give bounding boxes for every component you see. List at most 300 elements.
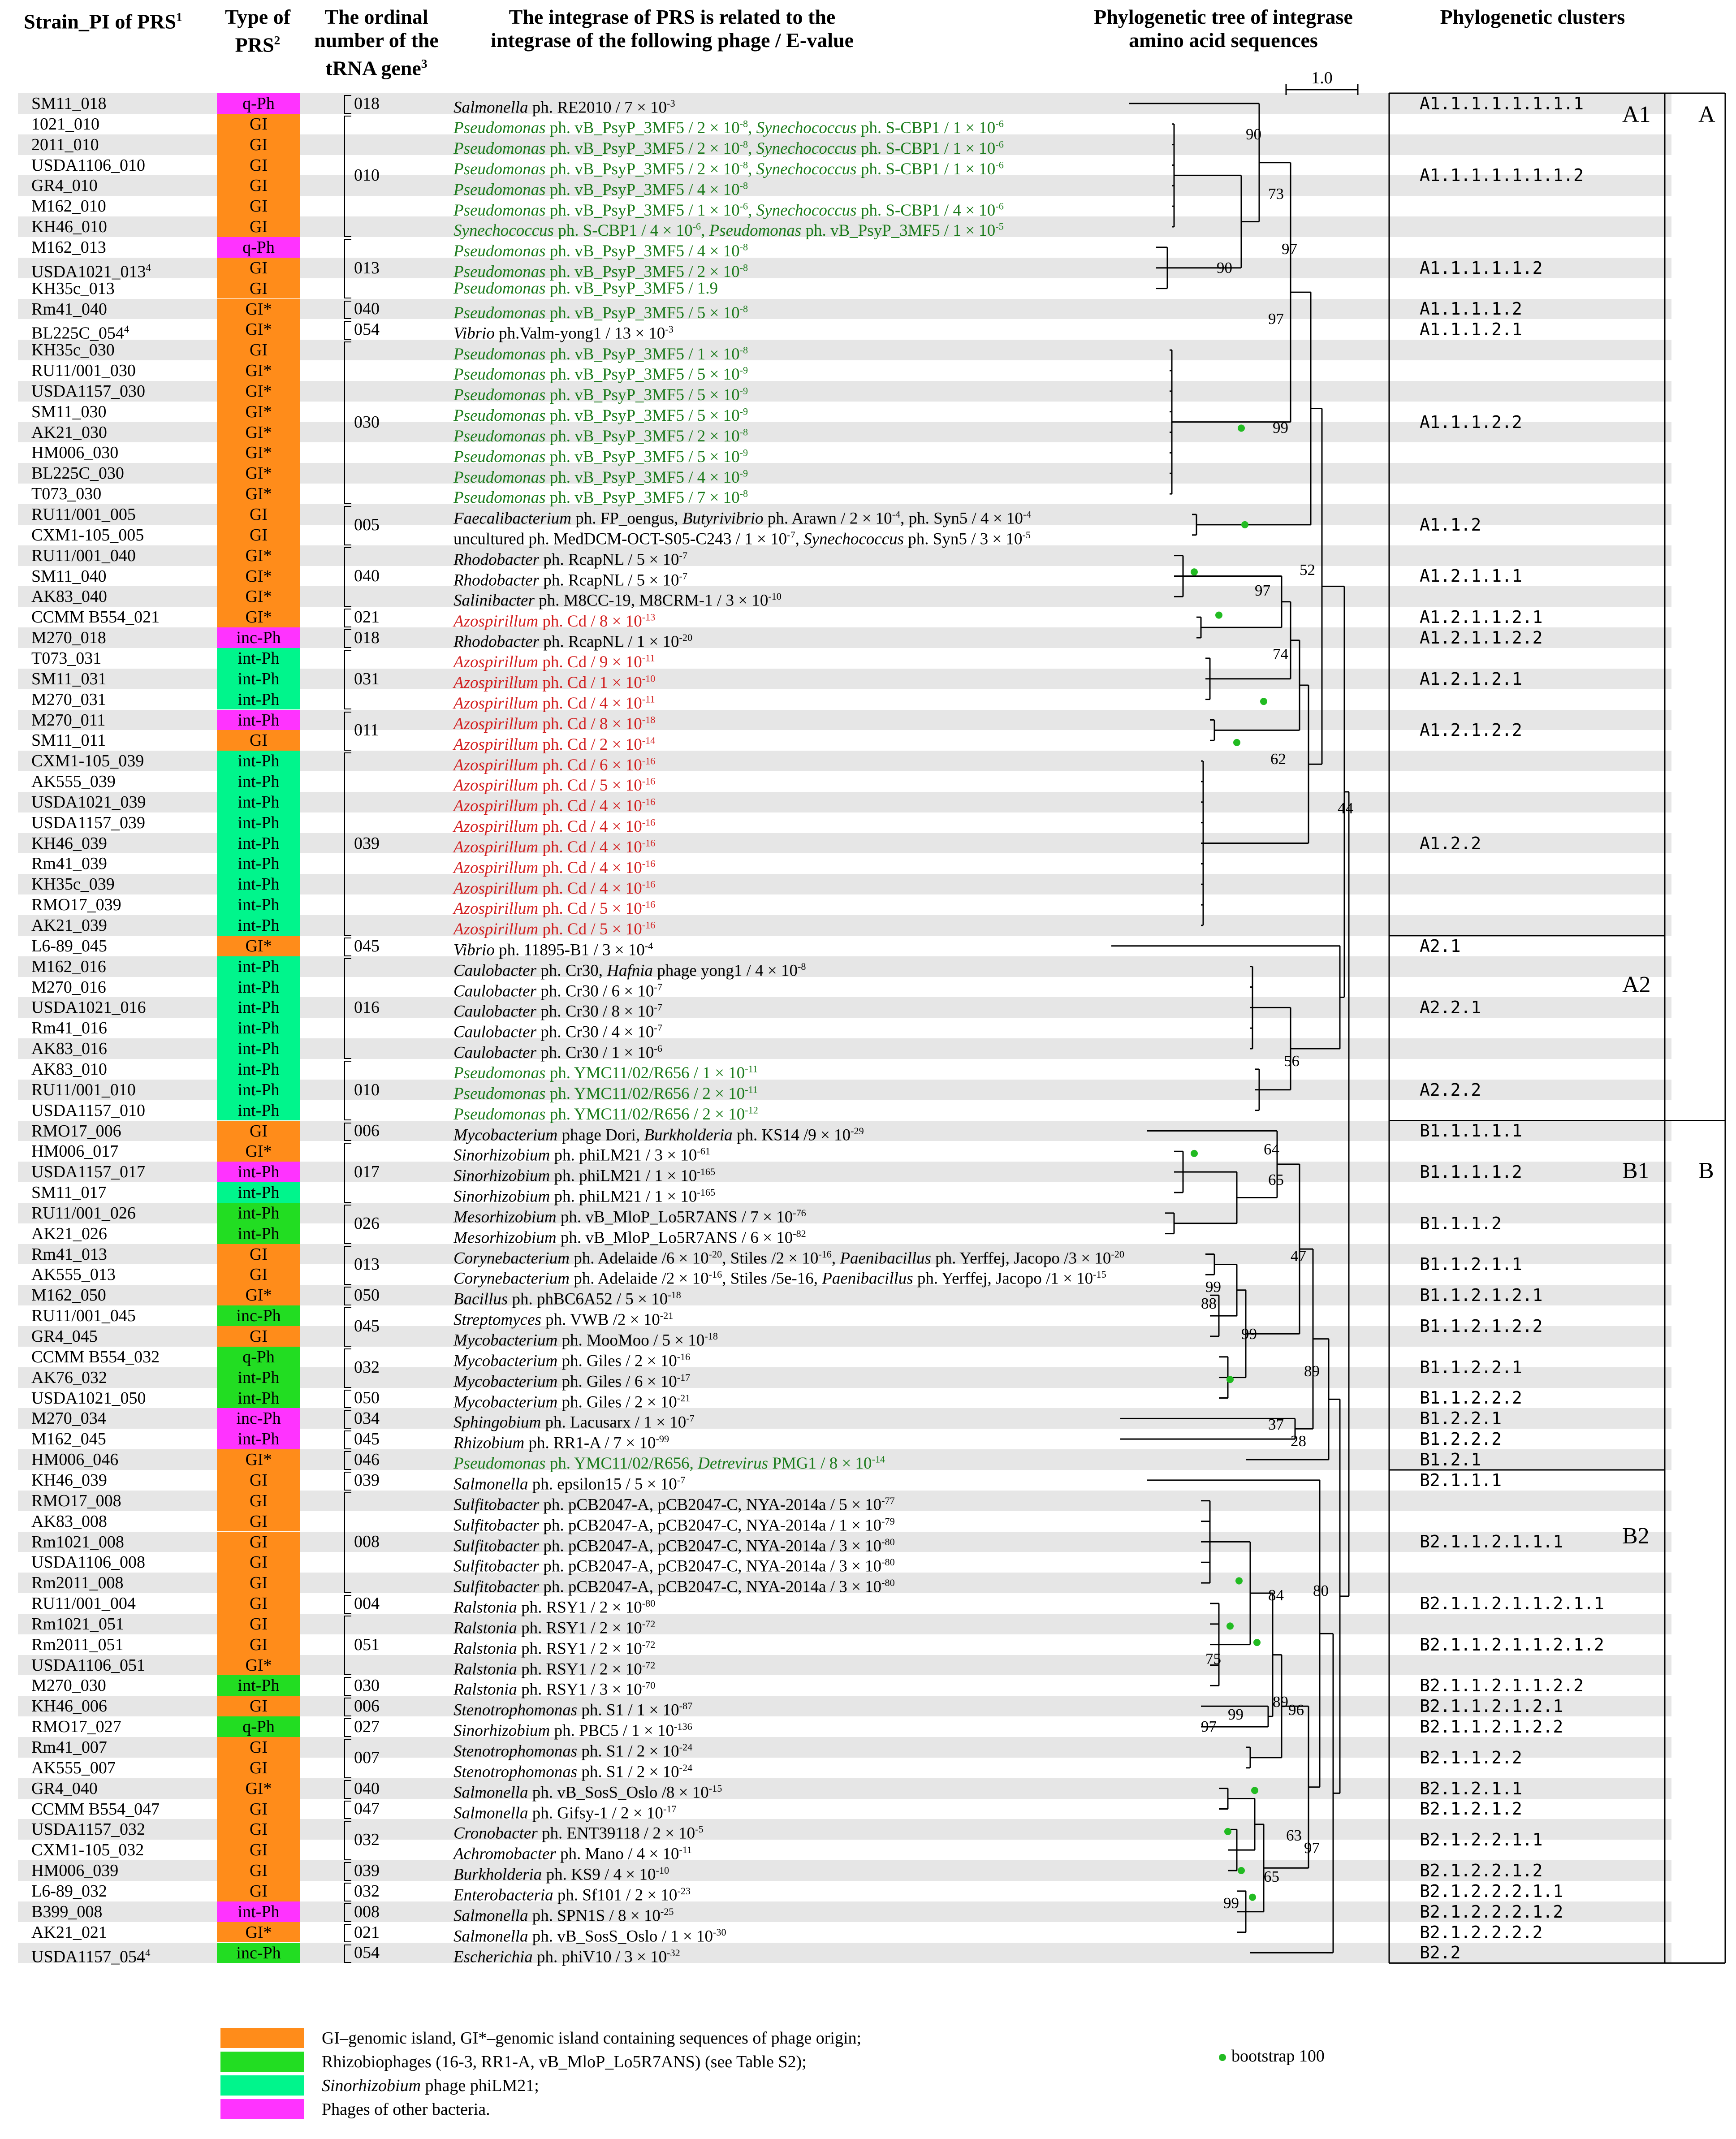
prs-type-badge: GI xyxy=(217,525,300,545)
integrase-relation: Azospirillum ph. $Cd / 8 \times 10^{-18}$ xyxy=(453,714,656,733)
bootstrap-100-dot xyxy=(1191,1150,1198,1157)
prs-type-badge: GI xyxy=(217,1326,300,1347)
trna-number: 040 xyxy=(354,1779,380,1798)
integrase-relation: Mycobacterium ph. Giles / $2 \times 10^{-21}$ xyxy=(453,1392,691,1411)
bootstrap-100-dot xyxy=(1226,1376,1234,1383)
strain-name: Rm41_040 xyxy=(31,299,107,319)
cluster-label: A2.1 xyxy=(1420,936,1461,956)
strain-name: M162_045 xyxy=(31,1430,106,1449)
trna-number: 021 xyxy=(354,608,380,627)
integrase-relation: Sinorhizobium ph. phiLM21 / $1 \times 10^{-165}$ xyxy=(453,1187,716,1206)
strain-name: KH35c_039 xyxy=(31,875,115,894)
integrase-relation: Mesorhizobium ph. vB_MloP_Lo5R7ANS / $7 \times 10^{-76}$ xyxy=(453,1207,806,1227)
strain-name: RMO17_006 xyxy=(31,1121,121,1141)
cluster-label: B2.1.2.2.2.2 xyxy=(1420,1922,1543,1942)
integrase-relation: Azospirillum ph. $Cd / 4 \times 10^{-16}$ xyxy=(453,796,656,816)
bootstrap-value: 44 xyxy=(1338,799,1353,817)
prs-type-badge: int-Ph xyxy=(217,915,300,936)
prs-type-badge: int-Ph xyxy=(217,751,300,771)
prs-type-badge: GI xyxy=(217,1634,300,1655)
strain-name: KH46_006 xyxy=(31,1697,107,1716)
trna-number: 027 xyxy=(354,1717,380,1737)
bootstrap-100-dot xyxy=(1260,698,1267,705)
strain-name: CXM1-105_032 xyxy=(31,1841,144,1860)
cluster-label: B2.1.1.2.1.2.2 xyxy=(1420,1717,1563,1737)
integrase-relation: Caulobacter ph. $Cr30 / 1 \times 10^{-6}$ xyxy=(453,1043,662,1062)
strain-name: HM006_017 xyxy=(31,1142,119,1161)
strain-name: GR4_010 xyxy=(31,176,98,195)
strain-name: GR4_045 xyxy=(31,1327,98,1346)
legend-text: Rhizobiophages (16-3, RR1-A, vB_MloP_Lo5R7ANS) (see Table S2); xyxy=(322,2053,807,2071)
integrase-relation: Sinorhizobium ph. phiLM21 / $1 \times 10^{-165}$ xyxy=(453,1166,716,1185)
strain-name: RU11/001_026 xyxy=(31,1203,136,1223)
integrase-relation: Sphingobium ph. Lacusarx / $1 \times 10^{-7}$ xyxy=(453,1413,695,1432)
prs-type-badge: q-Ph xyxy=(217,237,300,258)
trna-number: 017 xyxy=(354,1162,380,1182)
strain-name: USDA1157_039 xyxy=(31,813,146,832)
cluster-label: B1.2.1 xyxy=(1420,1450,1481,1470)
prs-type-badge: q-Ph xyxy=(217,93,300,114)
prs-type-badge: GI* xyxy=(217,1655,300,1676)
strain-name: 1021_010 xyxy=(31,114,99,134)
scale-bar-label: 1.0 xyxy=(1311,69,1333,87)
group-label-a2: A2 xyxy=(1622,972,1651,998)
integrase-relation: Pseudomonas ph. vB_PsyP_3MF5 / $1 \times 10^{-6}$, Synechococcus ph. $S-CBP1 / 4 \times 10^{-6}$ xyxy=(453,200,1004,220)
integrase-relation: Ralstonia ph. $RSY1 / 3 \times 10^{-70}$ xyxy=(453,1680,656,1699)
cluster-label: A1.1.1.1.2 xyxy=(1420,299,1522,319)
integrase-relation: Ralstonia ph. $RSY1 / 2 \times 10^{-72}$ xyxy=(453,1638,656,1658)
integrase-relation: Ralstonia ph. $RSY1 / 2 \times 10^{-72}$ xyxy=(453,1618,656,1638)
prs-type-badge: int-Ph xyxy=(217,1367,300,1388)
prs-type-badge: GI xyxy=(217,340,300,360)
strain-name: L6-89_032 xyxy=(31,1881,107,1901)
prs-type-badge: int-Ph xyxy=(217,771,300,792)
strain-name: M270_018 xyxy=(31,628,106,648)
prs-type-badge: GI xyxy=(217,1244,300,1265)
cluster-label: B2.1.2.1.2 xyxy=(1420,1799,1522,1819)
integrase-relation: Pseudomonas ph. $YMC11/02/R656 / 2 \times 10^{-11}$ xyxy=(453,1084,758,1103)
strain-name: USDA1021_016 xyxy=(31,998,146,1017)
trna-number: 039 xyxy=(354,834,380,853)
strain-name: AK76_032 xyxy=(31,1368,107,1387)
integrase-relation: Salmonella ph. vB_SosS_Oslo $/8 \times 10^{-15}$ xyxy=(453,1782,722,1802)
trna-number: 045 xyxy=(354,1317,380,1335)
trna-number: 008 xyxy=(354,1532,380,1551)
integrase-relation: Pseudomonas ph. YMC11/02/R656, Detrevirus $PMG1 / 8 \times 10^{-14}$ xyxy=(453,1454,885,1473)
prs-type-badge: GI* xyxy=(217,463,300,484)
integrase-relation: Pseudomonas ph. vB_PsyP_3MF5 / $5 \times 10^{-8}$ xyxy=(453,303,748,322)
strain-name: AK83_016 xyxy=(31,1039,107,1059)
strain-name: M270_034 xyxy=(31,1409,106,1428)
strain-name: AK21_026 xyxy=(31,1224,107,1243)
integrase-relation: Bacillus ph. phBC6A52 / $5 \times 10^{-18}$ xyxy=(453,1289,681,1309)
cluster-label: B2.2 xyxy=(1420,1943,1461,1963)
prs-type-badge: GI* xyxy=(217,936,300,956)
cluster-label: B1.1.2.2.1 xyxy=(1420,1357,1522,1377)
legend-swatch xyxy=(220,2052,304,2072)
bootstrap-value: 97 xyxy=(1282,240,1297,258)
legend-swatch xyxy=(220,2028,304,2048)
integrase-relation: Synechococcus ph. $S-CBP1 / 4 \times 10^{-6}$, Pseudomonas ph. vB_PsyP_3MF5 / $1 \times 10^{-5}$ xyxy=(453,221,1004,240)
trna-number: 034 xyxy=(354,1409,380,1428)
strain-name: L6-89_045 xyxy=(31,936,107,955)
trna-number: 051 xyxy=(354,1635,380,1654)
trna-number: 030 xyxy=(354,412,380,432)
bootstrap-100-dot xyxy=(1235,1577,1243,1585)
prs-type-badge: int-Ph xyxy=(217,812,300,833)
strain-name: AK83_040 xyxy=(31,587,107,606)
bootstrap-value: 97 xyxy=(1201,1718,1217,1736)
prs-type-badge: int-Ph xyxy=(217,1059,300,1080)
bootstrap-value: 37 xyxy=(1268,1416,1284,1434)
bootstrap-100-dot xyxy=(1226,1622,1234,1629)
strain-name: CXM1-105_039 xyxy=(31,752,144,771)
bootstrap-value: 65 xyxy=(1264,1867,1279,1885)
integrase-relation: Vibrio ph. $11895-B1 / 3 \times 10^{-4}$ xyxy=(453,940,653,959)
integrase-relation: Pseudomonas ph. vB_PsyP_3MF5 / $4 \times 10^{-8}$ xyxy=(453,180,748,199)
strain-name: $USDA1157\_054^4$ xyxy=(31,1947,151,1966)
integrase-relation: Caulobacter ph. $Cr30 / 4 \times 10^{-7}$ xyxy=(453,1022,662,1041)
strain-name: M270_016 xyxy=(31,977,106,997)
strain-name: KH35c_013 xyxy=(31,279,115,298)
prs-type-badge: int-Ph xyxy=(217,689,300,710)
prs-type-badge: int-Ph xyxy=(217,1038,300,1059)
group-label-a: A xyxy=(1698,102,1715,127)
integrase-relation: Azospirillum ph. $Cd / 1 \times 10^{-10}$ xyxy=(453,673,656,692)
prs-type-badge: q-Ph xyxy=(217,1347,300,1367)
integrase-relation: Azospirillum ph. $Cd / 5 \times 10^{-16}$ xyxy=(453,899,656,918)
integrase-relation: Salinibacter ph. M8CC-19, $M8CRM-1 / 3 \times 10^{-10}$ xyxy=(453,591,782,610)
integrase-relation: uncultured ph. MedDCM-OCT-S05-C243 / $1 \times 10^{-7}$, Synechococcus ph. $Syn5 / 3 \times 10^{-5}$ xyxy=(453,529,1031,549)
header-integrase: The integrase of PRS is related to the integrase of the following phage / E-value xyxy=(490,5,854,52)
strain-name: RU11/001_030 xyxy=(31,361,136,380)
prs-type-badge: GI xyxy=(217,1511,300,1532)
integrase-relation: Mycobacterium ph. Giles / $2 \times 10^{-16}$ xyxy=(453,1351,691,1370)
prs-type-badge: GI* xyxy=(217,484,300,504)
cluster-label: B2.1.1.2.1.1.2.1.1 xyxy=(1420,1593,1604,1613)
bootstrap-value: 89 xyxy=(1304,1362,1320,1380)
integrase-relation: Escherichia ph. phiV10 / $3 \times 10^{-32}$ xyxy=(453,1947,680,1966)
prs-type-badge: GI xyxy=(217,1573,300,1593)
trna-number: 006 xyxy=(354,1121,380,1141)
prs-type-badge: int-Ph xyxy=(217,956,300,977)
bootstrap-value: 99 xyxy=(1223,1894,1239,1912)
legend-bootstrap: bootstrap 100 xyxy=(1219,2046,1325,2066)
strain-name: USDA1021_050 xyxy=(31,1388,146,1408)
cluster-label: A1.2.1.1.1 xyxy=(1420,566,1522,586)
prs-type-badge: int-Ph xyxy=(217,1675,300,1696)
prs-type-badge: inc-Ph xyxy=(217,627,300,648)
bootstrap-100-dot xyxy=(1253,1639,1261,1646)
integrase-relation: Pseudomonas ph. vB_PsyP_3MF5 / $2 \times 10^{-8}$ xyxy=(453,262,748,281)
cluster-label: B2.1.2.2.1.1 xyxy=(1420,1830,1543,1850)
prs-type-badge: GI* xyxy=(217,566,300,587)
bootstrap-100-dot xyxy=(1241,521,1248,528)
cluster-label: B1.1.2.1.1 xyxy=(1420,1254,1522,1275)
bootstrap-value: 96 xyxy=(1288,1701,1304,1719)
trna-number: 018 xyxy=(354,628,380,648)
prs-type-badge: GI xyxy=(217,730,300,751)
integrase-relation: Pseudomonas ph. vB_PsyP_3MF5 / $5 \times 10^{-9}$ xyxy=(453,365,748,384)
prs-type-badge: int-Ph xyxy=(217,1162,300,1182)
cluster-label: B2.1.1.2.2 xyxy=(1420,1747,1522,1767)
cluster-label: B1.1.2.1.2.2 xyxy=(1420,1316,1543,1336)
trna-number: 005 xyxy=(354,515,380,534)
integrase-relation: Achromobacter ph. Mano / $4 \times 10^{-11}$ xyxy=(453,1844,692,1863)
strain-name: SM11_018 xyxy=(31,94,107,113)
cluster-label: B2.1.2.2.2.1.1 xyxy=(1420,1881,1563,1901)
prs-type-badge: GI xyxy=(217,114,300,134)
bootstrap-100-dot xyxy=(1191,568,1198,575)
strain-name: $BL225C\_054^4$ xyxy=(31,324,130,343)
integrase-relation: Sulfitobacter ph. pCB2047-A, pCB2047-C, $NYA-2014a / 3 \times 10^{-80}$ xyxy=(453,1577,895,1596)
prs-type-badge: int-Ph xyxy=(217,648,300,669)
integrase-relation: Pseudomonas ph. vB_PsyP_3MF5 / $2 \times 10^{-8}$, Synechococcus ph. $S-CBP1 / 1 \times 10^{-6}$ xyxy=(453,138,1004,158)
integrase-relation: Pseudomonas ph. $YMC11/02/R656 / 1 \times 10^{-11}$ xyxy=(453,1063,758,1083)
trna-number: 010 xyxy=(354,1080,380,1099)
prs-type-badge: int-Ph xyxy=(217,710,300,730)
prs-type-badge: GI xyxy=(217,1881,300,1901)
legend-text: Sinorhizobium phage phiLM21; xyxy=(322,2076,539,2095)
integrase-relation: Azospirillum ph. $Cd / 5 \times 10^{-16}$ xyxy=(453,776,656,795)
integrase-relation: Sinorhizobium ph. $PBC5 / 1 \times 10^{-136}$ xyxy=(453,1721,692,1740)
prs-type-badge: GI xyxy=(217,1614,300,1634)
strain-name: RMO17_027 xyxy=(31,1717,121,1737)
trna-number: 011 xyxy=(354,721,379,740)
strain-name: USDA1106_051 xyxy=(31,1655,146,1675)
cluster-label: B2.1.1.2.1.1.1 xyxy=(1420,1532,1563,1552)
strain-name: T073_031 xyxy=(31,648,102,668)
strain-name: HM006_046 xyxy=(31,1450,119,1469)
integrase-relation: Pseudomonas ph. vB_PsyP_3MF5 / $5 \times 10^{-9}$ xyxy=(453,406,748,425)
integrase-relation: Azospirillum ph. $Cd / 5 \times 10^{-16}$ xyxy=(453,920,656,939)
trna-number: 018 xyxy=(354,94,380,113)
legend-swatch xyxy=(220,2099,304,2119)
integrase-relation: Sulfitobacter ph. pCB2047-A, pCB2047-C, $NYA-2014a / 1 \times 10^{-79}$ xyxy=(453,1515,895,1534)
trna-number: 039 xyxy=(354,1861,380,1880)
prs-type-badge: int-Ph xyxy=(217,833,300,854)
integrase-relation: Azospirillum ph. $Cd / 8 \times 10^{-13}$ xyxy=(453,611,656,631)
bootstrap-100-dot xyxy=(1224,1828,1231,1835)
strain-name: AK83_008 xyxy=(31,1512,107,1531)
integrase-relation: Stenotrophomonas ph. $S1 / 2 \times 10^{-24}$ xyxy=(453,1762,693,1781)
integrase-relation: Cronobacter ph. $ENT39118 / 2 \times 10^{-5}$ xyxy=(453,1824,704,1843)
integrase-relation: Azospirillum ph. $Cd / 4 \times 10^{-16}$ xyxy=(453,817,656,836)
cluster-label: B1.2.2.2 xyxy=(1420,1429,1502,1449)
prs-type-badge: GI xyxy=(217,278,300,299)
strain-name: USDA1021_039 xyxy=(31,792,146,812)
cluster-label: A1.2.2 xyxy=(1420,833,1481,853)
integrase-relation: Rhodobacter ph. RcapNL / $5 \times 10^{-7}$ xyxy=(453,570,687,589)
integrase-relation: Pseudomonas ph. vB_PsyP_3MF5 / $4 \times 10^{-9}$ xyxy=(453,467,748,487)
integrase-relation: Sulfitobacter ph. pCB2047-A, pCB2047-C, $NYA-2014a / 3 \times 10^{-80}$ xyxy=(453,1556,895,1576)
integrase-relation: Pseudomonas ph. vB_PsyP_3MF5 / $1 \times 10^{-8}$ xyxy=(453,344,748,363)
integrase-relation: Salmonella ph. Gifsy-1 / $2 \times 10^{-17}$ xyxy=(453,1803,677,1822)
strain-name: Rm2011_008 xyxy=(31,1573,124,1593)
prs-type-badge: GI* xyxy=(217,586,300,607)
strain-name: HM006_039 xyxy=(31,1861,119,1880)
strain-name: T073_030 xyxy=(31,484,102,504)
prs-type-badge: int-Ph xyxy=(217,1223,300,1244)
trna-number: 007 xyxy=(354,1748,380,1767)
integrase-relation: Rhodobacter ph. RcapNL / $5 \times 10^{-7}$ xyxy=(453,549,687,569)
strain-name: BL225C_030 xyxy=(31,464,124,483)
prs-type-badge: GI* xyxy=(217,1922,300,1943)
prs-type-badge: GI xyxy=(217,1819,300,1840)
integrase-relation: Pseudomonas ph. vB_PsyP_3MF5 / $2 \times 10^{-8}$ xyxy=(453,426,748,445)
bootstrap-value: 90 xyxy=(1246,125,1261,143)
bootstrap-100-dot xyxy=(1249,1894,1256,1901)
bootstrap-value: 80 xyxy=(1313,1582,1329,1600)
cluster-label: B2.1.2.2.2.1.2 xyxy=(1420,1901,1563,1922)
prs-type-badge: GI xyxy=(217,134,300,155)
prs-type-badge: int-Ph xyxy=(217,894,300,915)
header-clusters: Phylogenetic clusters xyxy=(1440,5,1625,28)
prs-type-badge: GI* xyxy=(217,402,300,422)
integrase-relation: Rhodobacter ph. RcapNL / $1 \times 10^{-20}$ xyxy=(453,632,693,651)
integrase-relation: Azospirillum ph. $Cd / 4 \times 10^{-16}$ xyxy=(453,878,656,898)
integrase-relation: Vibrio ph.Valm-yong1 / $13 \times 10^{-3}$ xyxy=(453,324,674,343)
strain-name: CCMM B554_032 xyxy=(31,1347,160,1366)
strain-name: RMO17_008 xyxy=(31,1491,121,1510)
legend-swatch xyxy=(220,2075,304,2096)
strain-name: Rm41_039 xyxy=(31,854,107,873)
strain-name: RU11/001_045 xyxy=(31,1306,136,1326)
bootstrap-value: 56 xyxy=(1284,1052,1300,1070)
prs-type-badge: GI* xyxy=(217,607,300,627)
header-tree: Phylogenetic tree of integrase amino acid sequences xyxy=(1094,5,1353,52)
strain-name: RU11/001_005 xyxy=(31,505,136,524)
prs-type-badge: int-Ph xyxy=(217,1018,300,1038)
integrase-relation: Pseudomonas ph. vB_PsyP_3MF5 / $7 \times 10^{-8}$ xyxy=(453,488,748,507)
strain-name: KH46_039 xyxy=(31,1470,107,1490)
integrase-relation: Mesorhizobium ph. vB_MloP_Lo5R7ANS / $6 \times 10^{-82}$ xyxy=(453,1227,806,1247)
integrase-relation: Pseudomonas ph. vB_PsyP_3MF5 / $4 \times 10^{-8}$ xyxy=(453,241,748,261)
prs-type-badge: GI xyxy=(217,1840,300,1860)
integrase-relation: Caulobacter ph. Cr30, Hafnia phage yong1 / $4 \times 10^{-8}$ xyxy=(453,960,806,980)
header-trna: The ordinal number of the tRNA gene$^3$ xyxy=(314,5,439,80)
integrase-relation: Caulobacter ph. $Cr30 / 8 \times 10^{-7}$ xyxy=(453,1002,662,1021)
prs-type-badge: GI xyxy=(217,258,300,278)
prs-type-badge: GI xyxy=(217,1121,300,1141)
integrase-relation: Salmonella ph. $RE2010 / 7 \times 10^{-3}$ xyxy=(453,98,675,117)
cluster-label: A1.2.1.2.2 xyxy=(1420,720,1522,740)
trna-number: 046 xyxy=(354,1450,380,1469)
prs-type-badge: GI* xyxy=(217,299,300,320)
bootstrap-100-dot xyxy=(1238,1867,1245,1874)
header-strain: Strain_PI of PRS$^1$ xyxy=(24,10,182,33)
bootstrap-value: 99 xyxy=(1273,419,1288,437)
cluster-label: B2.1.1.2.1.1.2.2 xyxy=(1420,1676,1584,1696)
strain-name: AK21_021 xyxy=(31,1923,107,1942)
integrase-relation: Mycobacterium ph. MooMoo / $5 \times 10^{-18}$ xyxy=(453,1331,718,1350)
trna-number: 032 xyxy=(354,1830,380,1849)
bootstrap-value: 88 xyxy=(1201,1294,1217,1312)
strain-name: M270_030 xyxy=(31,1676,106,1695)
cluster-label: B1.1.1.2 xyxy=(1420,1213,1502,1233)
prs-type-badge: int-Ph xyxy=(217,792,300,812)
cluster-label: A1.1.1.2.1 xyxy=(1420,320,1522,340)
header-type: Type of PRS$^2$ xyxy=(225,5,291,56)
cluster-label: B2.1.1.2.1.1.2.1.2 xyxy=(1420,1634,1604,1655)
strain-name: SM11_031 xyxy=(31,669,107,688)
cluster-label: B1.1.1.1.1 xyxy=(1420,1121,1522,1141)
trna-number: 031 xyxy=(354,669,380,688)
trna-number: 032 xyxy=(354,1357,380,1377)
integrase-relation: Streptomyces ph. VWB $/2 \times 10^{-21}$ xyxy=(453,1310,674,1329)
integrase-relation: Pseudomonas ph. vB_PsyP_3MF5 / $2 \times 10^{-8}$, Synechococcus ph. $S-CBP1 / 1 \times 10^{-6}$ xyxy=(453,159,1004,178)
integrase-relation: Salmonella ph. epsilon15 / $5 \times 10^{-7}$ xyxy=(453,1474,686,1494)
trna-number: 045 xyxy=(354,1430,380,1449)
trna-number: 054 xyxy=(354,1943,380,1962)
strain-name: KH46_010 xyxy=(31,217,107,237)
strain-name: AK555_013 xyxy=(31,1265,116,1284)
integrase-relation: Rhizobium ph. $RR1-A / 7 \times 10^{-99}$ xyxy=(453,1433,669,1452)
strain-name: M162_010 xyxy=(31,197,106,216)
strain-name: B399_008 xyxy=(31,1902,103,1921)
strain-name: AK21_030 xyxy=(31,423,107,442)
strain-name: USDA1157_030 xyxy=(31,381,146,401)
cluster-label: A1.2.1.1.2.2 xyxy=(1420,628,1543,648)
strain-name: KH35c_030 xyxy=(31,341,115,360)
integrase-relation: Azospirillum ph. $Cd / 4 \times 10^{-11}$ xyxy=(453,693,655,713)
strain-name: AK555_039 xyxy=(31,772,116,791)
trna-number: 016 xyxy=(354,998,380,1017)
prs-type-badge: GI* xyxy=(217,1449,300,1470)
bootstrap-value: 74 xyxy=(1273,645,1288,663)
strain-name: SM11_030 xyxy=(31,402,107,421)
trna-number: 030 xyxy=(354,1676,380,1695)
trna-number: 010 xyxy=(354,166,380,185)
trna-number: 013 xyxy=(354,1255,380,1274)
bootstrap-value: 97 xyxy=(1255,581,1270,599)
integrase-relation: Pseudomonas ph. vB_PsyP_3MF5 / $5 \times 10^{-9}$ xyxy=(453,447,748,466)
bootstrap-value: 63 xyxy=(1286,1827,1302,1845)
trna-number: 013 xyxy=(354,258,380,277)
bootstrap-value: 97 xyxy=(1268,310,1284,328)
integrase-relation: Stenotrophomonas ph. $S1 / 2 \times 10^{-24}$ xyxy=(453,1741,693,1761)
trna-number: 050 xyxy=(354,1286,380,1305)
prs-type-badge: int-Ph xyxy=(217,669,300,689)
integrase-relation: Burkholderia ph. $KS9 / 4 \times 10^{-10}$ xyxy=(453,1865,669,1884)
trna-number: 021 xyxy=(354,1923,380,1942)
strain-name: USDA1106_010 xyxy=(31,156,146,175)
prs-type-badge: int-Ph xyxy=(217,997,300,1018)
strain-name: Rm2011_051 xyxy=(31,1635,124,1654)
cluster-label: A1.1.2 xyxy=(1420,514,1481,535)
prs-type-badge: GI xyxy=(217,504,300,525)
integrase-relation: Pseudomonas ph. vB_PsyP_3MF5 / $2 \times 10^{-8}$, Synechococcus ph. $S-CBP1 / 1 \times 10^{-6}$ xyxy=(453,118,1004,138)
prs-type-badge: GI xyxy=(217,1491,300,1511)
prs-type-badge: int-Ph xyxy=(217,1901,300,1922)
strain-name: M162_050 xyxy=(31,1286,106,1305)
bootstrap-value: 99 xyxy=(1205,1278,1221,1296)
prs-type-badge: GI xyxy=(217,175,300,196)
bootstrap-value: 52 xyxy=(1300,561,1315,579)
prs-type-badge: GI xyxy=(217,1532,300,1552)
strain-name: HM006_030 xyxy=(31,443,119,462)
prs-type-badge: GI xyxy=(217,1552,300,1573)
cluster-label: A1.1.1.2.2 xyxy=(1420,412,1522,432)
bootstrap-value: 84 xyxy=(1268,1586,1284,1604)
prs-type-badge: int-Ph xyxy=(217,1100,300,1121)
bootstrap-dot-icon xyxy=(1219,2054,1226,2061)
integrase-relation: Caulobacter ph. $Cr30 / 6 \times 10^{-7}$ xyxy=(453,981,662,1000)
prs-type-badge: int-Ph xyxy=(217,977,300,998)
prs-type-badge: GI* xyxy=(217,442,300,463)
strain-name: AK555_007 xyxy=(31,1758,116,1777)
prs-type-badge: GI xyxy=(217,1264,300,1285)
